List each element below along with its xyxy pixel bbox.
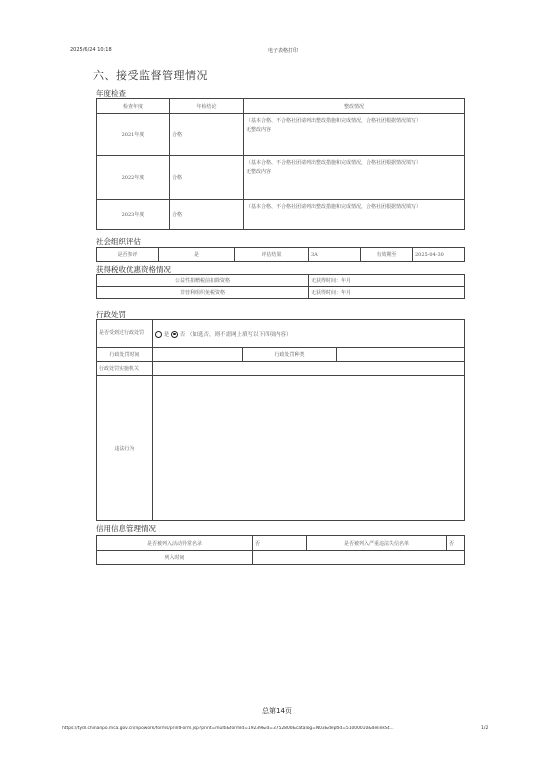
rectification-note: （基本合格、不合格社团请列出整改措施和完成情况，合格社团根据情况填写） (246, 160, 422, 166)
tax-item-value: 无获得时间：年月 (309, 275, 465, 287)
table-row (97, 287, 465, 299)
tax-item-name: 非营利组织免税资格 (97, 287, 309, 299)
participated-label: 是否参评 (97, 248, 159, 262)
abnormal-list-label: 是否被列入活动异常名录 (97, 536, 253, 551)
eval-result-value: 3A (309, 248, 361, 262)
section-title: 六、接受监督管理情况 (93, 69, 208, 82)
penalty-time-value[interactable] (153, 348, 243, 362)
violation-label: 违法行为 (97, 376, 153, 521)
valid-until-label: 有效期至 (361, 248, 413, 262)
tax-item-value: 无获得时间：年月 (309, 287, 465, 299)
inspection-result: 合格 (170, 114, 244, 156)
penalty-type-value[interactable] (337, 348, 465, 362)
penalty-time-label: 行政处罚时间 (97, 348, 153, 362)
radio-yes[interactable] (155, 331, 162, 338)
abnormal-list-value: 否 (253, 536, 307, 551)
header-result: 年检结论 (170, 99, 244, 114)
radio-no[interactable] (171, 331, 178, 338)
rectification-detail: 无整改内容 (246, 169, 272, 175)
penalty-label: 行政处罚 (96, 310, 126, 319)
header-year: 检查年度 (97, 99, 170, 114)
penalty-type-label: 行政处罚种类 (243, 348, 337, 362)
table-row (97, 156, 465, 200)
print-header-title: 电子表格打印 (268, 48, 299, 54)
inspection-result: 合格 (170, 156, 244, 200)
eval-result-label: 评估结果 (235, 248, 309, 262)
radio-note: （如选否，则不需网上填写以下四项内容） (187, 331, 292, 338)
credit-label: 信用信息管理情况 (96, 524, 156, 533)
radio-no-label: 否 (179, 331, 186, 338)
rectification-note: （基本合格、不合格社团请列出整改措施和完成情况，合格社团根据情况填写） (246, 118, 422, 124)
print-url: https://tydl.chinanpo.mca.gov.cn/npowork/forms/printForm.jsp?print=multi&formId=19239&id=3752800&catalog=N03&deptId=51000010&delinkSt... (62, 726, 394, 731)
org-evaluation-label: 社会组织评估 (96, 237, 141, 246)
penalty-org-value[interactable] (153, 362, 465, 376)
annual-inspection-label: 年度检查 (96, 89, 126, 98)
penalty-table (96, 319, 465, 521)
inspection-result: 合格 (170, 200, 244, 230)
rectification-note: （基本合格、不合格社团请列出整改措施和完成情况，合格社团根据情况填写） (246, 204, 422, 210)
serious-list-label: 是否被列入严重违法失信名单 (307, 536, 447, 551)
violation-value[interactable] (153, 376, 465, 521)
header-rectification: 整改情况 (244, 99, 465, 114)
tax-label: 获得税收优惠资格情况 (96, 265, 171, 274)
penalty-org-label: 行政处罚实施机关 (97, 362, 153, 376)
tax-item-name: 公益性捐赠税前扣除资格 (97, 275, 309, 287)
org-evaluation-table (96, 247, 465, 262)
serious-list-value: 否 (447, 536, 465, 551)
penalty-question: 是否受到过行政处罚 (97, 320, 153, 348)
tax-table (96, 274, 465, 299)
table-row (97, 200, 465, 230)
participated-value: 是 (159, 248, 235, 262)
rectification-detail: 无整改内容 (246, 127, 272, 133)
inspection-year: 2022年度 (97, 156, 170, 200)
annual-inspection-table (96, 98, 465, 230)
page-number: 总第14页 (262, 707, 292, 715)
credit-table (96, 535, 465, 565)
table-header-row (97, 99, 465, 114)
valid-until-value: 2025-04-30 (413, 248, 465, 262)
print-pager: 1/2 (481, 726, 489, 731)
inspection-year: 2021年度 (97, 114, 170, 156)
radio-yes-label: 是 (163, 331, 170, 338)
list-date-value[interactable] (253, 551, 465, 565)
table-row (97, 114, 465, 156)
inspection-year: 2023年度 (97, 200, 170, 230)
table-row (97, 275, 465, 287)
list-date-label: 列入时间 (97, 551, 253, 565)
print-datetime: 2025/6/24 10:18 (70, 47, 112, 53)
